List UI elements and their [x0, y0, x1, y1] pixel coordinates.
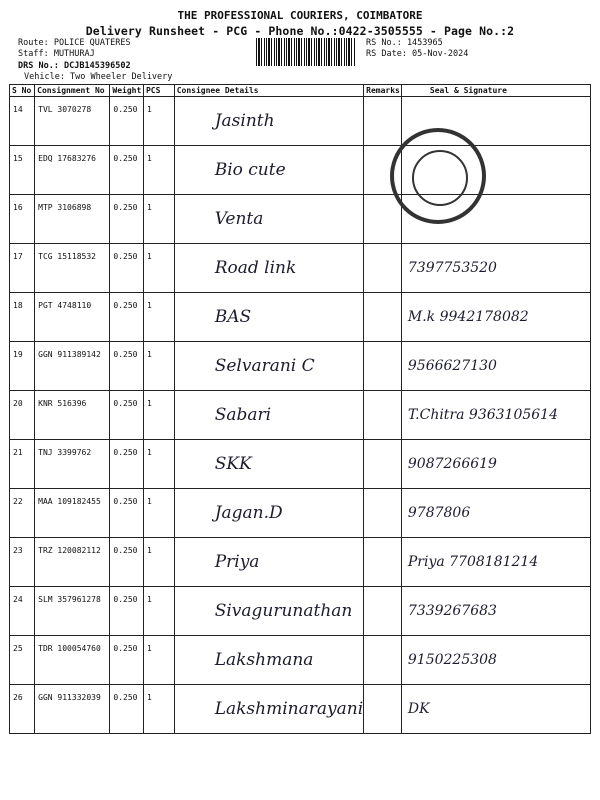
col-sno: S No: [10, 85, 35, 97]
consignment-cell: KNR 516396: [35, 391, 110, 440]
sno-cell: 16: [10, 195, 35, 244]
company-seal-stamp: [390, 128, 486, 224]
consignee-cell: Jasinth: [174, 97, 363, 146]
pcs-cell: 1: [143, 685, 174, 734]
pcs-cell: 1: [143, 342, 174, 391]
consignee-cell: Selvarani C: [174, 342, 363, 391]
table-row: [10, 146, 591, 195]
sno-cell: 19: [10, 342, 35, 391]
consignee-cell: BAS: [174, 293, 363, 342]
runsheet-table: [9, 84, 591, 734]
rs-date: RS Date: 05-Nov-2024: [366, 49, 469, 59]
remarks-cell: [364, 636, 402, 685]
consignment-cell: SLM 357961278: [35, 587, 110, 636]
consignee-cell: Lakshminarayani: [174, 685, 363, 734]
pcs-cell: 1: [143, 293, 174, 342]
table-row: [10, 489, 591, 538]
weight-cell: 0.250: [110, 342, 144, 391]
weight-cell: 0.250: [110, 195, 144, 244]
pcs-cell: 1: [143, 146, 174, 195]
signature-cell: 9087266619: [401, 440, 590, 489]
consignee-cell: Jagan.D: [174, 489, 363, 538]
consignee-cell: Lakshmana: [174, 636, 363, 685]
weight-cell: 0.250: [110, 489, 144, 538]
remarks-cell: [364, 391, 402, 440]
remarks-cell: [364, 342, 402, 391]
consignee-cell: Sivagurunathan: [174, 587, 363, 636]
sno-cell: 17: [10, 244, 35, 293]
table-row: [10, 587, 591, 636]
consignment-cell: PGT 4748110: [35, 293, 110, 342]
barcode: [256, 38, 356, 66]
runsheet-subtitle: Delivery Runsheet - PCG - Phone No.:0422-3505555 - Page No.:2: [85, 24, 515, 38]
vehicle-label: Vehicle: Two Wheeler Delivery: [24, 72, 173, 82]
signature-cell: 9150225308: [401, 636, 590, 685]
consignment-cell: MTP 3106898: [35, 195, 110, 244]
consignment-cell: GGN 911332039: [35, 685, 110, 734]
weight-cell: 0.250: [110, 587, 144, 636]
signature-cell: 9787806: [401, 489, 590, 538]
weight-cell: 0.250: [110, 685, 144, 734]
consignment-cell: EDQ 17683276: [35, 146, 110, 195]
signature-cell: DK: [401, 685, 590, 734]
drs-number: DRS No.: DCJB145396502: [18, 61, 131, 71]
pcs-cell: 1: [143, 489, 174, 538]
consignee-cell: Priya: [174, 538, 363, 587]
pcs-cell: 1: [143, 440, 174, 489]
remarks-cell: [364, 195, 402, 244]
weight-cell: 0.250: [110, 538, 144, 587]
pcs-cell: 1: [143, 636, 174, 685]
table-row: [10, 685, 591, 734]
consignment-cell: TCG 15118532: [35, 244, 110, 293]
signature-cell: 7397753520: [401, 244, 590, 293]
signature-cell: 9566627130: [401, 342, 590, 391]
table-row: [10, 342, 591, 391]
table-row: [10, 244, 591, 293]
company-title: THE PROFESSIONAL COURIERS, COIMBATORE: [177, 9, 423, 22]
weight-cell: 0.250: [110, 440, 144, 489]
remarks-cell: [364, 293, 402, 342]
weight-cell: 0.250: [110, 244, 144, 293]
table-row: [10, 636, 591, 685]
table-header-row: [10, 85, 591, 97]
remarks-cell: [364, 440, 402, 489]
table-row: [10, 440, 591, 489]
pcs-cell: 1: [143, 587, 174, 636]
col-consignee: Consignee Details: [174, 85, 363, 97]
col-seal-signature: Seal & Signature: [401, 85, 590, 97]
table-row: [10, 195, 591, 244]
weight-cell: 0.250: [110, 636, 144, 685]
remarks-cell: [364, 538, 402, 587]
signature-cell: 7339267683: [401, 587, 590, 636]
pcs-cell: 1: [143, 391, 174, 440]
sno-cell: 14: [10, 97, 35, 146]
col-remarks: Remarks: [364, 85, 402, 97]
rs-number: RS No.: 1453965: [366, 38, 443, 48]
weight-cell: 0.250: [110, 293, 144, 342]
pcs-cell: 1: [143, 195, 174, 244]
remarks-cell: [364, 97, 402, 146]
sno-cell: 26: [10, 685, 35, 734]
consignment-cell: MAA 109182455: [35, 489, 110, 538]
sno-cell: 20: [10, 391, 35, 440]
sno-cell: 22: [10, 489, 35, 538]
remarks-cell: [364, 489, 402, 538]
consignment-cell: TRZ 120082112: [35, 538, 110, 587]
consignment-cell: TNJ 3399762: [35, 440, 110, 489]
consignee-cell: Sabari: [174, 391, 363, 440]
remarks-cell: [364, 244, 402, 293]
sno-cell: 18: [10, 293, 35, 342]
sno-cell: 25: [10, 636, 35, 685]
route-label: Route: POLICE QUATERES: [18, 38, 131, 48]
remarks-cell: [364, 587, 402, 636]
signature-cell: M.k 9942178082: [401, 293, 590, 342]
table-row: [10, 97, 591, 146]
consignment-cell: GGN 911389142: [35, 342, 110, 391]
pcs-cell: 1: [143, 538, 174, 587]
consignee-cell: Venta: [174, 195, 363, 244]
consignment-cell: TVL 3070278: [35, 97, 110, 146]
weight-cell: 0.250: [110, 97, 144, 146]
sno-cell: 15: [10, 146, 35, 195]
consignee-cell: Road link: [174, 244, 363, 293]
pcs-cell: 1: [143, 97, 174, 146]
col-weight: Weight: [110, 85, 144, 97]
table-row: [10, 538, 591, 587]
consignee-cell: Bio cute: [174, 146, 363, 195]
staff-label: Staff: MUTHURAJ: [18, 49, 95, 59]
consignee-cell: SKK: [174, 440, 363, 489]
table-row: [10, 391, 591, 440]
col-consignment: Consignment No: [35, 85, 110, 97]
weight-cell: 0.250: [110, 146, 144, 195]
sno-cell: 21: [10, 440, 35, 489]
table-row: [10, 293, 591, 342]
col-pcs: PCS: [143, 85, 174, 97]
remarks-cell: [364, 685, 402, 734]
pcs-cell: 1: [143, 244, 174, 293]
consignment-cell: TDR 100054760: [35, 636, 110, 685]
sno-cell: 23: [10, 538, 35, 587]
signature-cell: T.Chitra 9363105614: [401, 391, 590, 440]
weight-cell: 0.250: [110, 391, 144, 440]
sno-cell: 24: [10, 587, 35, 636]
signature-cell: Priya 7708181214: [401, 538, 590, 587]
